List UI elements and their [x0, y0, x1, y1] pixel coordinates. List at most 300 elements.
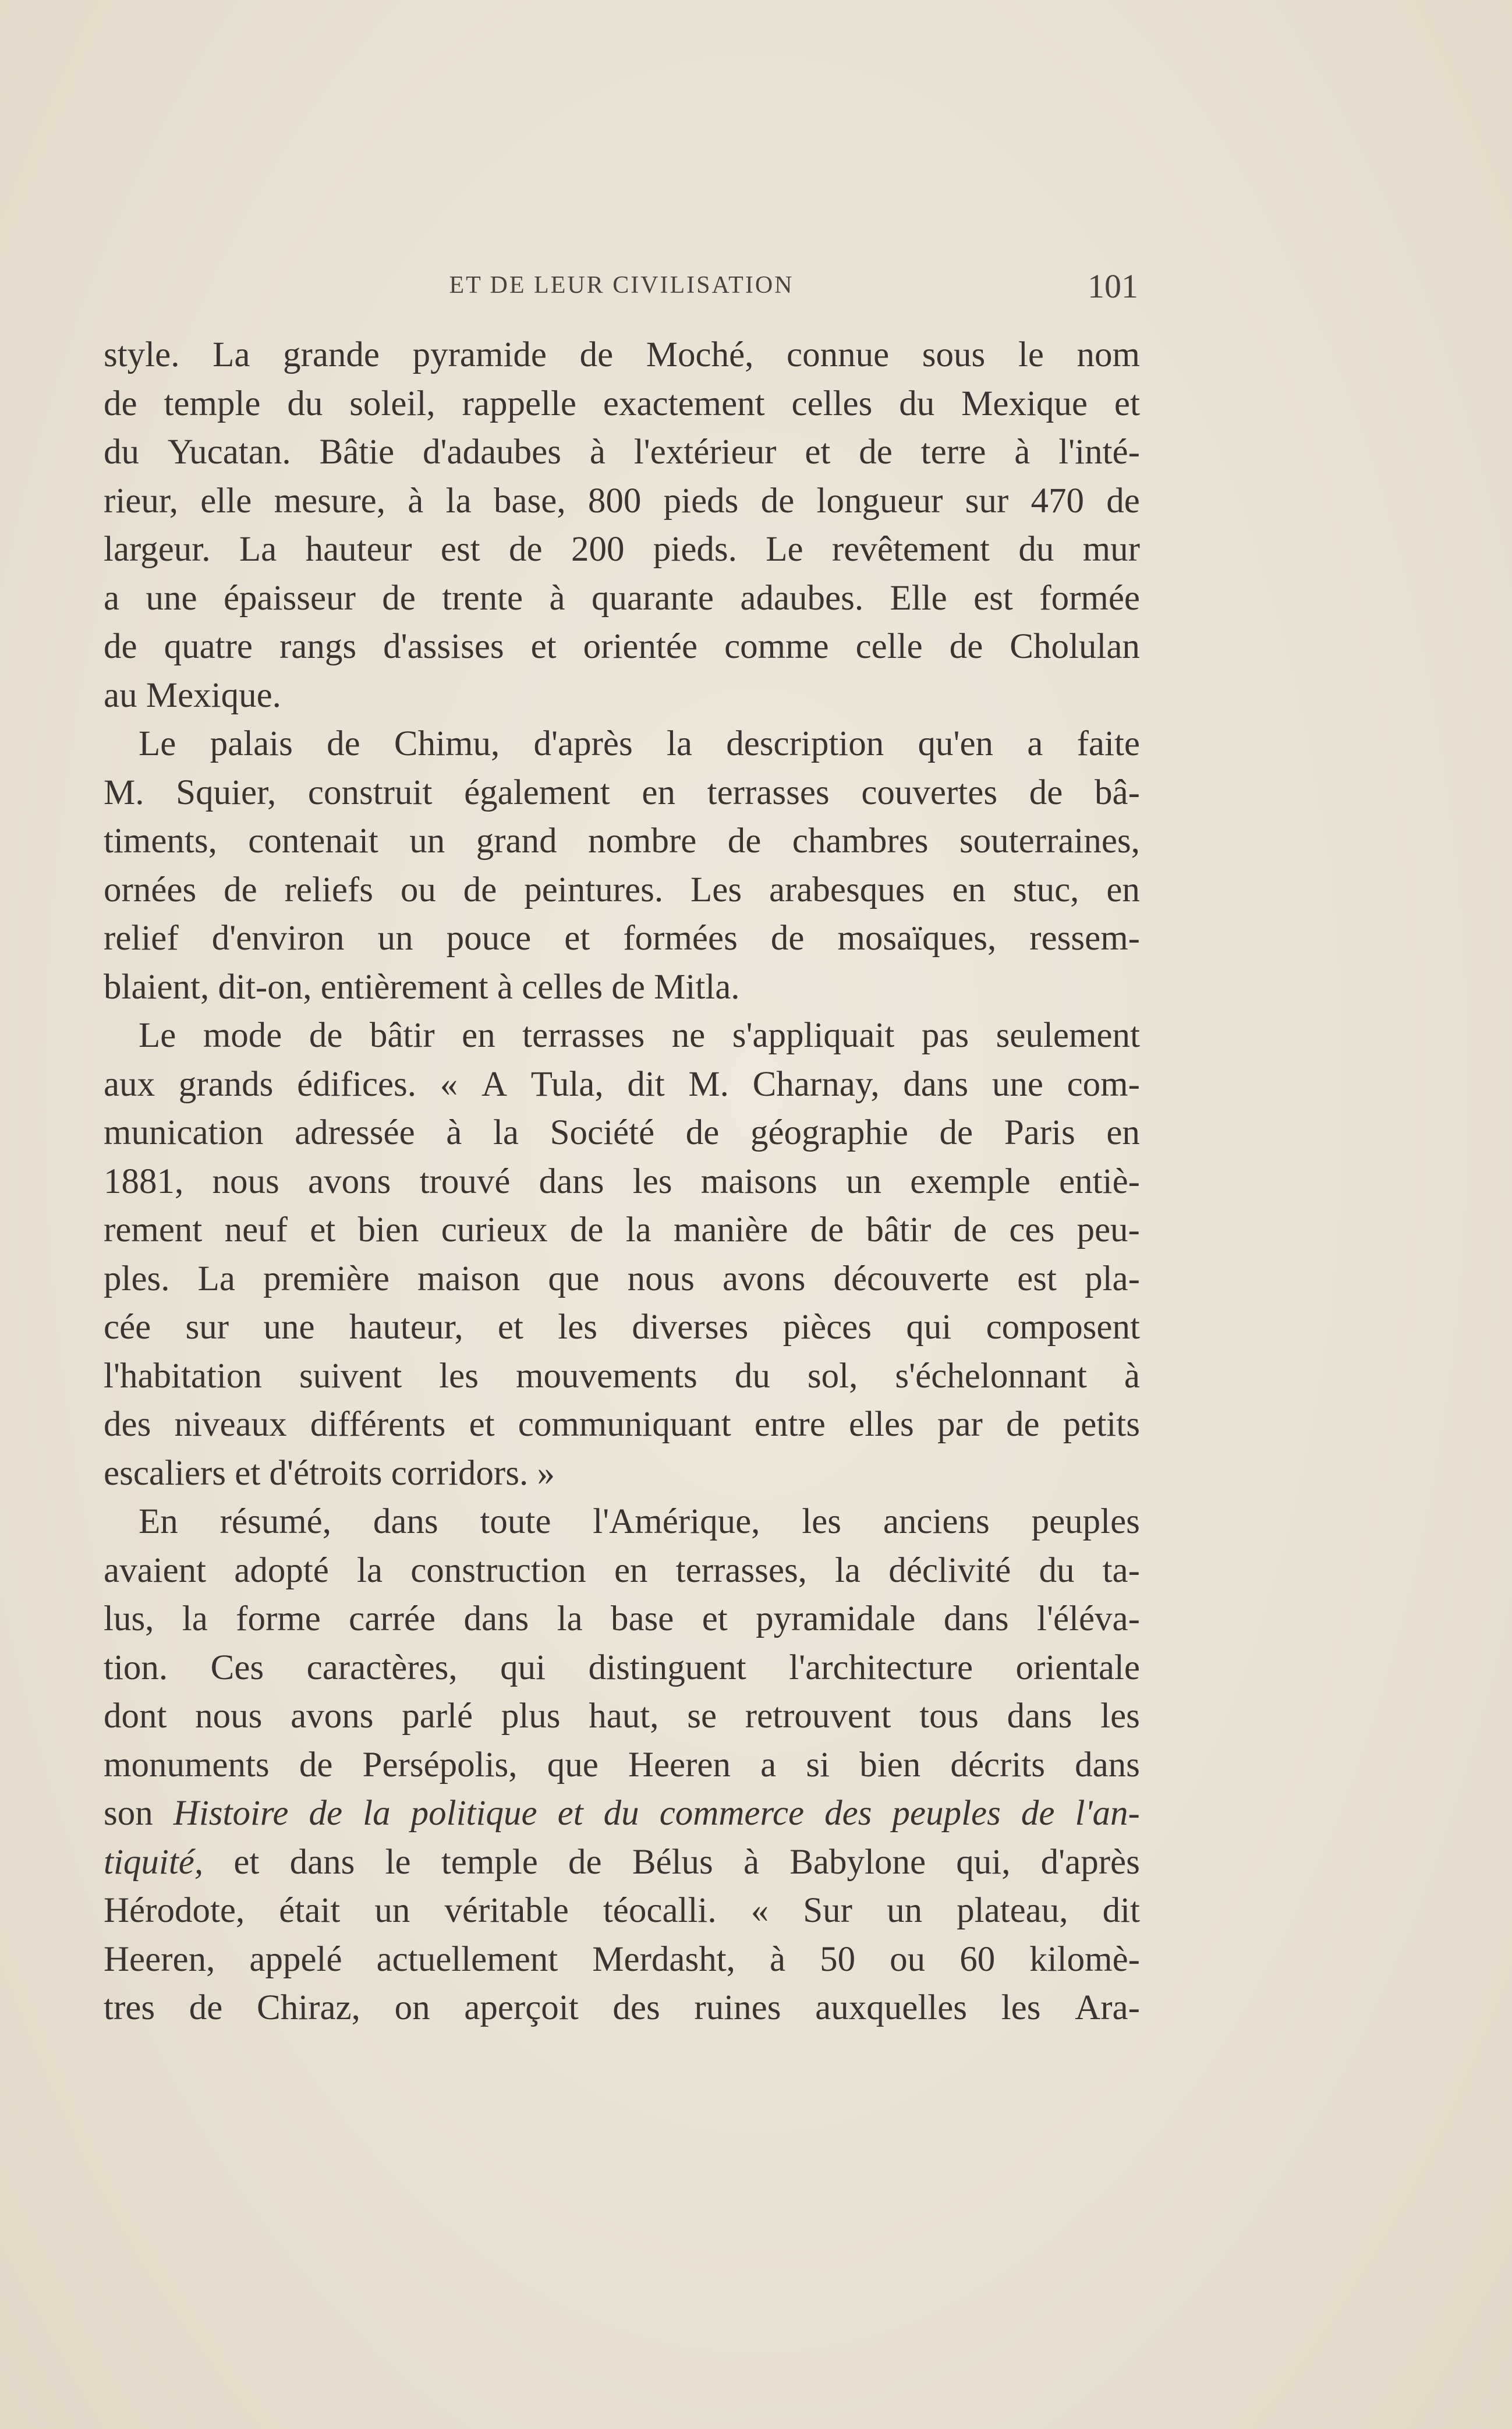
word: de — [1021, 1794, 1055, 1833]
word: en — [462, 1016, 495, 1055]
word: anciens — [883, 1502, 990, 1541]
word: et — [235, 1453, 270, 1493]
word: tres — [104, 1988, 155, 2027]
word: couvertes — [861, 773, 998, 812]
word: géographie — [750, 1113, 908, 1152]
word: pouce — [446, 919, 532, 958]
word: « — [440, 1064, 458, 1104]
word: Sur — [803, 1891, 852, 1930]
word: à — [408, 481, 424, 520]
word: de — [309, 1016, 343, 1055]
word: La — [197, 1259, 235, 1298]
word: Le — [139, 1016, 176, 1055]
word: et — [530, 627, 557, 666]
word: ou — [400, 870, 436, 909]
word: était — [279, 1891, 341, 1930]
word: première — [263, 1259, 389, 1298]
word: blaient, — [104, 967, 218, 1007]
word: terrasses — [707, 773, 830, 812]
word: s'échelonnant — [895, 1356, 1087, 1396]
word: en — [1106, 1113, 1140, 1152]
word: du — [899, 384, 935, 423]
word: Babylone — [789, 1842, 926, 1882]
word: parlé — [402, 1697, 473, 1736]
word: temple — [164, 384, 261, 423]
word: est — [440, 530, 480, 569]
word: Société — [550, 1113, 655, 1152]
word: dit — [1102, 1891, 1140, 1930]
word: de — [309, 1794, 343, 1833]
word: résumé, — [219, 1502, 331, 1541]
word: que — [547, 1745, 599, 1784]
text-line — [104, 1838, 1140, 1887]
word: carrée — [349, 1599, 436, 1638]
word: de — [568, 1842, 602, 1882]
word: de — [810, 1210, 844, 1249]
word: de — [382, 578, 416, 618]
word: nom — [1077, 335, 1140, 374]
word: dans — [1007, 1697, 1072, 1736]
word: un — [845, 1162, 881, 1201]
word: pla- — [1085, 1259, 1140, 1298]
word: hauteur — [305, 530, 412, 569]
word: rappelle — [462, 384, 576, 423]
word: aux — [104, 1064, 155, 1104]
word: plus — [501, 1697, 561, 1736]
word: dans — [289, 1842, 355, 1882]
text-line — [104, 1886, 1140, 1935]
word: revêtement — [831, 530, 990, 569]
word: du — [1018, 530, 1054, 569]
word: munication — [104, 1113, 264, 1152]
word: palais — [210, 724, 293, 763]
text-line — [104, 1497, 1140, 1546]
word: une — [146, 578, 197, 618]
word: Heeren, — [104, 1939, 215, 1979]
body-text — [104, 331, 1140, 2033]
word: son — [104, 1794, 153, 1833]
word: s'appliquait — [732, 1016, 895, 1055]
word: de — [760, 481, 795, 520]
word: Ara- — [1075, 1988, 1140, 2027]
text-line — [104, 1206, 1140, 1255]
word: de — [949, 627, 983, 666]
word: Tula, — [530, 1064, 604, 1104]
word: les — [558, 1308, 598, 1347]
word: 60 — [959, 1939, 996, 1979]
word: avons — [308, 1162, 391, 1201]
word: communiquant — [518, 1405, 731, 1444]
word: d'environ — [211, 919, 345, 958]
word: nombre — [588, 822, 697, 861]
word: grand — [476, 822, 557, 861]
running-title: ET DE LEUR CIVILISATION — [449, 272, 794, 299]
word: chambres — [792, 822, 929, 861]
text-line — [104, 1935, 1140, 1984]
word: tous — [919, 1697, 979, 1736]
word: elle — [200, 481, 252, 520]
text-line — [104, 1255, 1140, 1304]
word: appelé — [249, 1939, 342, 1979]
word: dans — [463, 1599, 529, 1638]
word: pyramide — [412, 335, 547, 374]
word: avons — [723, 1259, 806, 1298]
text-line — [104, 1157, 1140, 1206]
word: terre — [920, 433, 986, 472]
word: dans — [943, 1599, 1009, 1638]
word: du — [1039, 1550, 1075, 1590]
word: Chimu, — [394, 724, 500, 763]
word: téocalli. — [603, 1891, 717, 1930]
word: maison — [417, 1259, 520, 1298]
word: par — [937, 1405, 983, 1444]
word: mouvements — [516, 1356, 697, 1396]
word: est — [1017, 1259, 1057, 1298]
word: un — [377, 919, 413, 958]
word: Squier, — [176, 773, 277, 812]
word: composent — [986, 1308, 1140, 1347]
word: en — [952, 870, 986, 909]
text-line — [104, 477, 1140, 526]
word: lus, — [104, 1599, 154, 1638]
word: quatre — [164, 627, 253, 666]
word: construction — [410, 1550, 586, 1590]
word: maisons — [700, 1162, 817, 1201]
word: adressée — [295, 1113, 415, 1152]
word: entre — [754, 1405, 826, 1444]
word: ou — [890, 1939, 926, 1979]
text-line — [104, 1984, 1140, 2033]
word: du — [734, 1356, 770, 1396]
word: orientale — [1015, 1648, 1140, 1687]
word: Persépolis, — [362, 1745, 518, 1784]
word: la — [835, 1550, 861, 1590]
word: qu'en — [918, 724, 994, 763]
word: sur — [185, 1308, 229, 1347]
word: auxquelles — [815, 1988, 968, 2027]
word: ornées — [104, 870, 197, 909]
word: hauteur, — [349, 1308, 463, 1347]
word: la — [666, 724, 692, 763]
word: de — [939, 1113, 973, 1152]
word: distinguent — [588, 1648, 746, 1687]
word: Moché, — [646, 335, 754, 374]
word: l'habitation — [104, 1356, 262, 1396]
word: et — [805, 433, 831, 472]
word: aperçoit — [464, 1988, 579, 2027]
text-line — [104, 1595, 1140, 1644]
word: les — [1100, 1697, 1140, 1736]
word: orientée — [583, 627, 698, 666]
word: toute — [480, 1502, 551, 1541]
word: le — [385, 1842, 411, 1882]
word: des — [612, 1988, 660, 2027]
word: caractères, — [306, 1648, 458, 1687]
word: commerce — [659, 1794, 805, 1833]
word: et — [1114, 384, 1140, 423]
word: construit — [307, 773, 433, 812]
word: et — [564, 919, 590, 958]
word: la — [445, 481, 472, 520]
word: dans — [903, 1064, 969, 1104]
word: bien — [357, 1210, 419, 1249]
word: peintures. — [524, 870, 664, 909]
word: les — [632, 1162, 672, 1201]
word: Les — [690, 870, 742, 909]
text-line — [104, 720, 1140, 769]
text-line — [104, 574, 1140, 623]
text-line — [104, 1449, 1140, 1498]
word: et — [233, 1842, 260, 1882]
word: Mexique. — [146, 675, 281, 715]
word: adopté — [234, 1550, 329, 1590]
word: reliefs — [284, 870, 373, 909]
word: a — [1027, 724, 1043, 763]
word: à — [769, 1939, 786, 1979]
word: à — [1124, 1356, 1140, 1396]
word: et — [497, 1308, 523, 1347]
word: se — [687, 1697, 717, 1736]
word: pièces — [782, 1308, 872, 1347]
word: nous — [627, 1259, 695, 1298]
word: trouvé — [419, 1162, 511, 1201]
word: Heeren — [628, 1745, 731, 1784]
word: à — [497, 967, 522, 1007]
word: En — [139, 1502, 178, 1541]
word: l'éléva- — [1037, 1599, 1140, 1638]
text-line — [104, 963, 1140, 1012]
word: un — [887, 1891, 923, 1930]
word: curieux — [441, 1210, 548, 1249]
word: de — [953, 1210, 987, 1249]
word: de — [727, 822, 762, 861]
word: manière — [673, 1210, 788, 1249]
word: de — [509, 530, 543, 569]
word: qui — [906, 1308, 952, 1347]
word: mosaïques, — [837, 919, 997, 958]
word: terrasses, — [675, 1550, 807, 1590]
word: ne — [671, 1016, 706, 1055]
text-line — [104, 1303, 1140, 1352]
word: formées — [623, 919, 738, 958]
word: dans — [1075, 1745, 1140, 1784]
word: l'architecture — [789, 1648, 973, 1687]
word: avaient — [104, 1550, 207, 1590]
word: la — [493, 1113, 519, 1152]
text-line — [104, 1352, 1140, 1401]
word: des — [824, 1794, 872, 1833]
word: d'étroits — [269, 1453, 391, 1493]
word: en — [1106, 870, 1140, 909]
word: des — [104, 1405, 151, 1444]
word: Charnay, — [752, 1064, 880, 1104]
word: à — [446, 1113, 462, 1152]
word: bâtir — [866, 1210, 932, 1249]
text-line — [104, 380, 1140, 429]
word: la — [357, 1550, 383, 1590]
word: qui — [500, 1648, 546, 1687]
word: description — [726, 724, 884, 763]
word: connue — [787, 335, 890, 374]
word: celles — [791, 384, 873, 423]
word: La — [239, 530, 277, 569]
word: qui, — [956, 1842, 1011, 1882]
word: de — [770, 919, 805, 958]
word: tion. — [104, 1648, 168, 1687]
word: formée — [1039, 578, 1140, 618]
word: pas — [921, 1016, 969, 1055]
word: cée — [104, 1308, 151, 1347]
word: Paris — [1004, 1113, 1075, 1152]
word: 800 — [587, 481, 642, 520]
word: kilomè- — [1029, 1939, 1140, 1979]
text-line — [104, 1109, 1140, 1157]
word: également — [464, 773, 610, 812]
word: à — [743, 1842, 760, 1882]
word: Ces — [210, 1648, 264, 1687]
word: sur — [965, 481, 1009, 520]
word: à — [549, 578, 565, 618]
word: arabesques — [769, 870, 925, 909]
word: 1881, — [104, 1162, 184, 1201]
word: Chiraz, — [257, 1988, 360, 2027]
word: dans — [539, 1162, 604, 1201]
word: exemple — [910, 1162, 1031, 1201]
word: ples. — [104, 1259, 170, 1298]
word: 50 — [820, 1939, 856, 1979]
word: épaisseur — [223, 578, 356, 618]
word: soleil, — [349, 384, 435, 423]
word: et — [557, 1794, 583, 1833]
word: ruines — [694, 1988, 781, 2027]
word: de — [463, 870, 497, 909]
word: en — [642, 773, 675, 812]
word: un — [409, 822, 445, 861]
word: stuc, — [1012, 870, 1079, 909]
word: et — [469, 1405, 495, 1444]
word: mur — [1082, 530, 1140, 569]
word: est — [973, 578, 1013, 618]
text-line — [104, 1692, 1140, 1741]
word: la — [363, 1794, 391, 1833]
word: nous — [212, 1162, 279, 1201]
word: l'extérieur — [633, 433, 777, 472]
text-line — [104, 817, 1140, 866]
word: contenait — [248, 822, 378, 861]
word: du — [603, 1794, 639, 1833]
word: Hérodote, — [104, 1891, 245, 1930]
word: base, — [493, 481, 566, 520]
word: sous — [922, 335, 986, 374]
text-line — [104, 428, 1140, 477]
word: rement — [104, 1210, 203, 1249]
word: monuments — [104, 1745, 270, 1784]
word: du — [104, 433, 139, 472]
text-line — [104, 914, 1140, 963]
text-line — [104, 769, 1140, 817]
word: trente — [442, 578, 523, 618]
word: Cholulan — [1010, 627, 1140, 666]
word: 470 — [1031, 481, 1085, 520]
word: » — [537, 1453, 555, 1493]
word: pyramidale — [756, 1599, 916, 1638]
text-line — [104, 1741, 1140, 1790]
word: retrouvent — [745, 1697, 891, 1736]
word: découverte — [833, 1259, 990, 1298]
word: style. — [104, 335, 180, 374]
word: seulement — [996, 1016, 1140, 1055]
word: que — [548, 1259, 600, 1298]
word: les — [439, 1356, 479, 1396]
word: pieds — [663, 481, 739, 520]
word: grande — [283, 335, 380, 374]
word: de — [569, 1210, 604, 1249]
word: au — [104, 675, 146, 715]
text-line — [104, 622, 1140, 671]
word: d'adaubes — [423, 433, 561, 472]
word: pieds. — [653, 530, 737, 569]
word: bien — [859, 1745, 921, 1784]
word: ta- — [1102, 1550, 1140, 1590]
word: temple — [441, 1842, 538, 1882]
word: on — [394, 1988, 430, 2027]
word: suivent — [299, 1356, 402, 1396]
word: longueur — [816, 481, 943, 520]
word: M. — [104, 773, 144, 812]
word: d'assises — [383, 627, 504, 666]
text-line — [104, 1644, 1140, 1692]
word: niveaux — [174, 1405, 287, 1444]
word: le — [1018, 335, 1044, 374]
word: neuf — [224, 1210, 288, 1249]
word: sol, — [807, 1356, 858, 1396]
word: à — [589, 433, 605, 472]
word: peu- — [1077, 1210, 1140, 1249]
word: bâtir — [369, 1016, 435, 1055]
word: rangs — [279, 627, 357, 666]
word: de — [104, 627, 137, 666]
text-line — [104, 1060, 1140, 1109]
word: les — [802, 1502, 841, 1541]
text-line — [104, 866, 1140, 915]
word: de — [327, 724, 360, 763]
word: ressem- — [1029, 919, 1140, 958]
word: de — [579, 335, 614, 374]
word: de — [1029, 773, 1063, 812]
word: d'après — [1040, 1842, 1140, 1882]
word: Bâtie — [319, 433, 395, 472]
word: nous — [195, 1697, 263, 1736]
word: « — [750, 1891, 769, 1930]
word: haut, — [589, 1697, 659, 1736]
text-line — [104, 525, 1140, 574]
word: de — [1106, 481, 1140, 520]
word: d'après — [533, 724, 633, 763]
word: édifices. — [297, 1064, 417, 1104]
word: faite — [1077, 724, 1140, 763]
word: escaliers — [104, 1453, 235, 1493]
word: rieur, — [104, 481, 178, 520]
word: et — [310, 1210, 336, 1249]
word: timents, — [104, 822, 217, 861]
word: Histoire — [173, 1794, 289, 1833]
word: dit — [627, 1064, 665, 1104]
word: de — [611, 967, 654, 1007]
word: la — [182, 1599, 208, 1638]
text-line — [104, 671, 1140, 720]
word: l'inté- — [1058, 433, 1140, 472]
word: souterraines, — [959, 822, 1140, 861]
